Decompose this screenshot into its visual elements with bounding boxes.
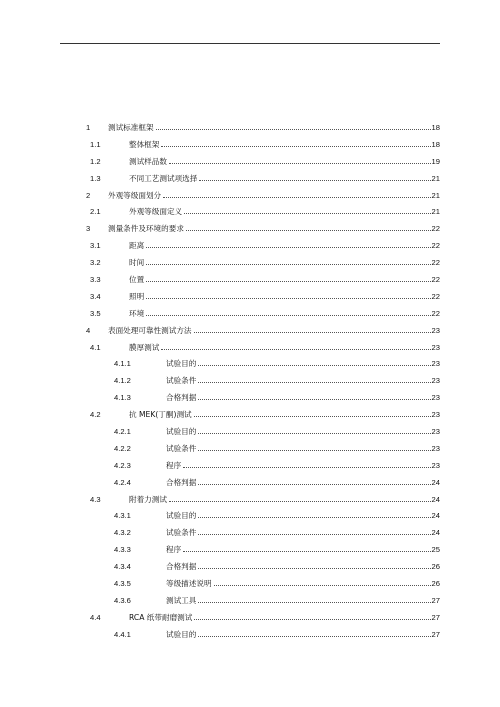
toc-entry-title: 等级描述说明 xyxy=(166,579,212,589)
toc-entry-line xyxy=(166,475,440,492)
toc-dot-leader xyxy=(146,298,430,299)
toc-entry-page: 22 xyxy=(431,241,440,251)
toc-entry-title: 测量条件及环境的要求 xyxy=(108,224,184,234)
toc-entry-line xyxy=(166,458,440,475)
toc-entry-number: 1 xyxy=(86,123,91,132)
toc-entry-number: 4.3.1 xyxy=(114,511,131,521)
toc-entry-page: 23 xyxy=(431,376,440,386)
toc-dot-leader xyxy=(198,636,430,637)
toc-entry-number: 4.3.5 xyxy=(114,579,131,589)
toc-entry-title: 试验目的 xyxy=(166,629,197,639)
toc-entry-title: 位置 xyxy=(129,275,145,285)
toc-entry[interactable] xyxy=(0,559,500,576)
toc-entry-page: 24 xyxy=(431,494,440,504)
toc-dot-leader xyxy=(169,163,431,164)
toc-entry-line xyxy=(166,576,440,593)
toc-entry-title: 测试标准框架 xyxy=(108,123,154,132)
toc-entry-line xyxy=(129,272,440,289)
toc-dot-leader xyxy=(194,332,431,333)
toc-entry-page: 23 xyxy=(431,443,440,453)
toc-entry-line xyxy=(129,289,440,306)
toc-entry-title: 合格判据 xyxy=(166,477,197,487)
toc-entry[interactable] xyxy=(0,492,500,509)
toc-entry-page: 27 xyxy=(431,629,440,639)
toc-entry-number: 4.1.1 xyxy=(114,359,131,369)
toc-entry-page: 24 xyxy=(431,511,440,521)
toc-entry-line xyxy=(166,508,440,525)
toc-entry-title: 附着力测试 xyxy=(129,494,167,504)
header-rule xyxy=(60,43,440,44)
toc-entry[interactable] xyxy=(0,154,500,171)
toc-entry-number: 4.2.2 xyxy=(114,443,131,453)
toc-entry-title: 试验条件 xyxy=(166,528,197,538)
toc-entry-line xyxy=(108,221,440,238)
toc-entry-page: 23 xyxy=(431,393,440,403)
toc-entry-line xyxy=(108,188,440,205)
toc-entry-title: 测试工具 xyxy=(166,595,197,605)
toc-dot-leader xyxy=(199,180,430,181)
toc-entry-number: 4.2.1 xyxy=(114,427,131,437)
toc-entry-page: 22 xyxy=(431,308,440,318)
toc-entry-line xyxy=(129,204,440,221)
toc-entry-number: 3.4 xyxy=(90,291,101,301)
toc-entry[interactable] xyxy=(0,627,500,644)
toc-entry[interactable] xyxy=(0,221,500,238)
toc-entry-line xyxy=(129,407,440,424)
toc-entry-line xyxy=(129,171,440,188)
toc-dot-leader xyxy=(198,484,430,485)
toc-entry-number: 3.1 xyxy=(90,241,101,251)
toc-entry-page: 24 xyxy=(431,528,440,538)
toc-entry-line xyxy=(108,323,440,340)
toc-dot-leader xyxy=(146,264,430,265)
toc-entry-line xyxy=(166,559,440,576)
toc-dot-leader xyxy=(184,213,430,214)
toc-entry[interactable] xyxy=(0,255,500,272)
toc-entry-number: 4.2.4 xyxy=(114,477,131,487)
toc-entry[interactable] xyxy=(0,120,500,137)
toc-entry[interactable] xyxy=(0,508,500,525)
toc-entry[interactable] xyxy=(0,272,500,289)
toc-entry[interactable] xyxy=(0,542,500,559)
toc-entry-title: 环境 xyxy=(129,308,145,318)
toc-entry-number: 2 xyxy=(86,190,91,200)
toc-entry-number: 4.2.3 xyxy=(114,460,131,470)
toc-entry-page: 21 xyxy=(431,173,440,183)
toc-entry-line xyxy=(166,373,440,390)
toc-dot-leader xyxy=(198,450,430,451)
toc-dot-leader xyxy=(198,602,430,603)
toc-entry-line xyxy=(129,492,440,509)
toc-entry-page: 22 xyxy=(431,275,440,285)
toc-entry-title: 程序 xyxy=(166,460,182,470)
toc-entry-title: 试验条件 xyxy=(166,376,197,386)
toc-entry-title: 试验目的 xyxy=(166,511,197,521)
toc-dot-leader xyxy=(146,281,430,282)
toc-entry-line xyxy=(108,120,440,137)
toc-entry-line xyxy=(129,238,440,255)
toc-entry-page: 22 xyxy=(431,224,440,234)
toc-entry-number: 3.5 xyxy=(90,308,101,318)
toc-entry-title: 膜厚测试 xyxy=(129,342,160,352)
toc-entry-number: 4.3 xyxy=(90,494,101,504)
toc-dot-leader xyxy=(146,247,430,248)
toc-entry-line xyxy=(166,593,440,610)
toc-entry-number: 4.3.2 xyxy=(114,528,131,538)
toc-entry-number: 4.1.2 xyxy=(114,376,131,386)
toc-dot-leader xyxy=(156,129,431,130)
toc-entry-line xyxy=(129,306,440,323)
toc-entry[interactable] xyxy=(0,593,500,610)
toc-entry-page: 27 xyxy=(431,612,440,622)
toc-entry-number: 4 xyxy=(86,325,91,335)
toc-entry-line xyxy=(129,154,440,171)
toc-entry[interactable] xyxy=(0,323,500,340)
toc-entry[interactable] xyxy=(0,475,500,492)
toc-entry-title: 测试样品数 xyxy=(129,156,167,166)
toc-entry-page: 23 xyxy=(431,460,440,470)
toc-dot-leader xyxy=(198,517,430,518)
toc-entry-number: 2.1 xyxy=(90,207,101,217)
toc-entry-number: 4.3.6 xyxy=(114,595,131,605)
toc-entry-title: 试验条件 xyxy=(166,443,197,453)
toc-entry-line xyxy=(129,255,440,272)
toc-entry-number: 4.4.1 xyxy=(114,629,131,639)
toc-entry-number: 1.1 xyxy=(90,139,101,149)
toc-entry-line xyxy=(166,424,440,441)
toc-entry-title: 抗 MEK(丁酮)测试 xyxy=(129,410,192,420)
toc-entry-line xyxy=(166,390,440,407)
toc-dot-leader xyxy=(198,534,430,535)
toc-entry-page: 23 xyxy=(431,325,440,335)
toc-dot-leader xyxy=(146,315,430,316)
toc-entry[interactable] xyxy=(0,441,500,458)
toc-entry[interactable] xyxy=(0,407,500,424)
toc-entry-line xyxy=(166,525,440,542)
toc-entry-title: 整体框架 xyxy=(129,139,160,149)
toc-entry[interactable] xyxy=(0,171,500,188)
toc-dot-leader xyxy=(198,365,430,366)
toc-entry[interactable] xyxy=(0,137,500,154)
toc-entry-line xyxy=(166,356,440,373)
toc-entry-line xyxy=(129,137,440,154)
toc-entry[interactable] xyxy=(0,390,500,407)
toc-entry-page: 18 xyxy=(431,139,440,149)
toc-dot-leader xyxy=(163,197,430,198)
toc-entry-title: RCA 纸带耐磨测试 xyxy=(129,612,193,622)
toc-dot-leader xyxy=(194,416,431,417)
toc-entry-page: 26 xyxy=(431,579,440,589)
toc-entry[interactable] xyxy=(0,204,500,221)
toc-entry-title: 试验目的 xyxy=(166,359,197,369)
toc-dot-leader xyxy=(161,349,430,350)
toc-entry-title: 距离 xyxy=(129,241,145,251)
toc-entry[interactable] xyxy=(0,306,500,323)
toc-dot-leader xyxy=(214,585,431,586)
toc-entry-page: 23 xyxy=(431,342,440,352)
toc-entry-page: 23 xyxy=(431,427,440,437)
toc-entry[interactable] xyxy=(0,238,500,255)
toc-entry-page: 22 xyxy=(431,258,440,268)
toc-entry-number: 3 xyxy=(86,224,91,234)
toc-entry-number: 1.2 xyxy=(90,156,101,166)
toc-dot-leader xyxy=(194,619,430,620)
toc-entry-page: 23 xyxy=(431,359,440,369)
toc-entry-number: 4.3.4 xyxy=(114,562,131,572)
toc-entry[interactable] xyxy=(0,458,500,475)
toc-entry-line xyxy=(129,610,440,627)
toc-entry-line xyxy=(166,542,440,559)
toc-entry[interactable] xyxy=(0,373,500,390)
toc-dot-leader xyxy=(186,230,431,231)
toc-entry-page: 19 xyxy=(431,156,440,166)
toc-entry-page: 27 xyxy=(431,595,440,605)
toc-dot-leader xyxy=(183,551,430,552)
toc-entry-title: 外观等级面定义 xyxy=(129,207,183,217)
toc-entry-number: 4.1.3 xyxy=(114,393,131,403)
toc-entry-line xyxy=(129,340,440,357)
toc-dot-leader xyxy=(169,501,431,502)
toc-entry-title: 不同工艺测试项选择 xyxy=(129,173,198,183)
toc-entry-title: 表面处理可靠性测试方法 xyxy=(108,325,192,335)
toc-entry-page: 25 xyxy=(431,545,440,555)
toc-entry-title: 合格判据 xyxy=(166,562,197,572)
toc-entry-title: 程序 xyxy=(166,545,182,555)
toc-dot-leader xyxy=(161,146,430,147)
toc-entry-number: 4.1 xyxy=(90,342,101,352)
toc-entry-title: 时间 xyxy=(129,258,145,268)
toc-entry-page: 24 xyxy=(431,477,440,487)
toc-entry[interactable] xyxy=(0,289,500,306)
toc-entry-page: 18 xyxy=(431,123,440,132)
table-of-contents xyxy=(0,120,500,644)
toc-entry-page: 26 xyxy=(431,562,440,572)
toc-dot-leader xyxy=(198,433,430,434)
toc-entry-number: 4.3.3 xyxy=(114,545,131,555)
toc-dot-leader xyxy=(198,568,430,569)
toc-entry[interactable] xyxy=(0,356,500,373)
toc-entry-title: 外观等级面划分 xyxy=(108,190,162,200)
toc-entry[interactable] xyxy=(0,610,500,627)
toc-entry-page: 21 xyxy=(431,190,440,200)
toc-entry-title: 合格判据 xyxy=(166,393,197,403)
toc-entry-line xyxy=(166,441,440,458)
toc-entry-page: 23 xyxy=(431,410,440,420)
toc-entry-title: 照明 xyxy=(129,291,145,301)
toc-entry-page: 22 xyxy=(431,291,440,301)
toc-entry-page: 21 xyxy=(431,207,440,217)
toc-entry[interactable] xyxy=(0,340,500,357)
toc-entry[interactable] xyxy=(0,525,500,542)
toc-entry-number: 4.2 xyxy=(90,410,101,420)
toc-entry-number: 4.4 xyxy=(90,612,101,622)
toc-entry[interactable] xyxy=(0,188,500,205)
toc-entry-number: 3.3 xyxy=(90,275,101,285)
toc-entry-title: 试验目的 xyxy=(166,427,197,437)
toc-entry-number: 1.3 xyxy=(90,173,101,183)
toc-entry-number: 3.2 xyxy=(90,258,101,268)
toc-entry[interactable] xyxy=(0,424,500,441)
toc-dot-leader xyxy=(198,382,430,383)
toc-dot-leader xyxy=(183,467,430,468)
toc-entry-line xyxy=(166,627,440,644)
toc-entry[interactable] xyxy=(0,576,500,593)
toc-dot-leader xyxy=(198,399,430,400)
